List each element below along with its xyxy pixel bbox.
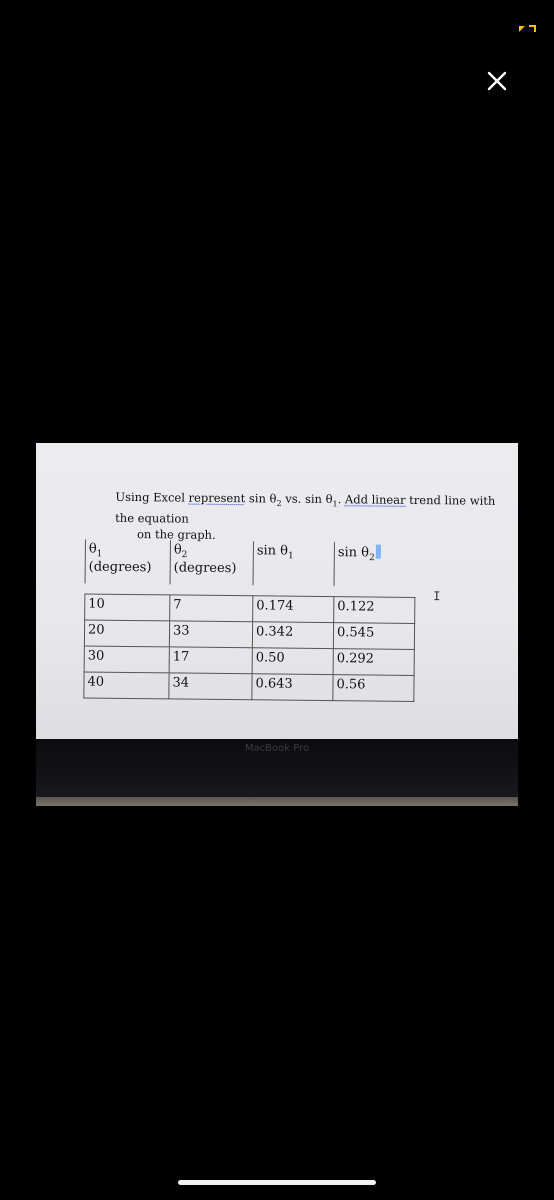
- table-cell: 10: [85, 594, 170, 621]
- close-button[interactable]: [480, 64, 514, 98]
- table-cell: 0.50: [252, 648, 333, 675]
- table-row: [84, 620, 414, 649]
- header-sin-theta1: $\sin \theta_1$: [253, 541, 334, 586]
- laptop-bezel: [36, 739, 518, 797]
- table-row: [84, 672, 414, 701]
- table-row: [85, 594, 415, 623]
- table-cell: 17: [169, 647, 252, 674]
- table-cell: 0.342: [252, 622, 333, 649]
- ibeam-cursor-icon: I: [433, 589, 441, 604]
- table-cell: 33: [169, 621, 252, 648]
- table-cell: 0.122: [334, 597, 415, 624]
- laptop-brand-label: MacBook Pro: [244, 743, 310, 754]
- header-theta2: $\theta_2$ (degrees): [170, 540, 253, 585]
- table-cell: 0.292: [333, 649, 414, 676]
- table-cell: 0.174: [253, 596, 334, 623]
- header-sin-theta2: $\sin \theta_2$: [334, 542, 415, 587]
- instruction-text: Using Excel represent $\sin \theta_2$ vs. $\sin \theta_1$. Add linear trend line with the equation on the graph.: [115, 489, 514, 546]
- table-header-row: [85, 540, 415, 587]
- expand-icon[interactable]: [518, 24, 536, 38]
- table-cell: 40: [84, 672, 169, 699]
- table-cell: 0.545: [333, 623, 414, 650]
- header-theta1: $\theta_1$ (degrees): [85, 540, 170, 585]
- table-row: [84, 646, 414, 675]
- document-slide: [36, 443, 518, 739]
- table-cell: 0.56: [333, 675, 414, 702]
- table-cell: 30: [84, 646, 169, 673]
- home-indicator[interactable]: [178, 1180, 376, 1185]
- photo-screen: [36, 443, 518, 739]
- table-cell: 7: [170, 595, 253, 622]
- table-cell: 0.643: [252, 674, 333, 701]
- close-icon: [487, 71, 507, 91]
- table-cell: 34: [169, 673, 252, 700]
- instruction-line-2: on the graph.: [136, 527, 216, 543]
- table-cell: 20: [84, 620, 169, 647]
- laptop-hinge: [36, 797, 518, 806]
- data-table: [83, 540, 415, 702]
- text-cursor: [376, 545, 381, 559]
